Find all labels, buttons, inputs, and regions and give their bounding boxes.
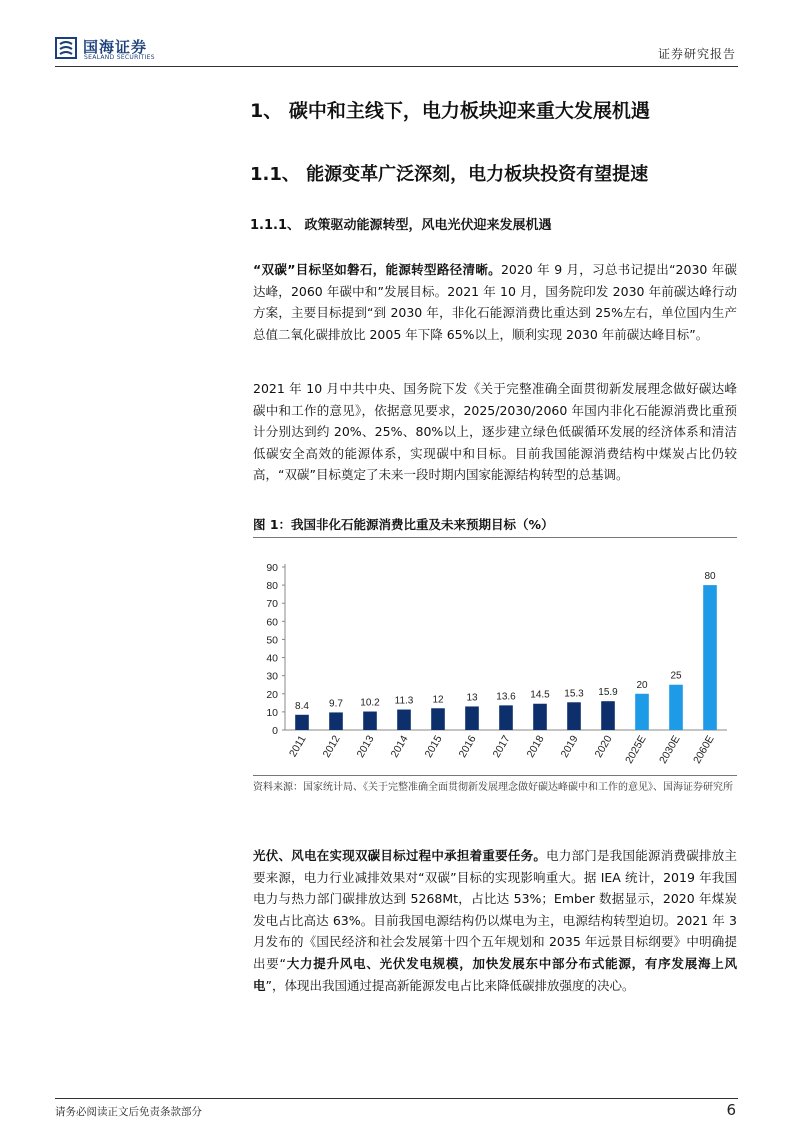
- x-tick-label-2014: 2014: [388, 733, 411, 760]
- data-label-2014: 11.3: [394, 695, 414, 707]
- section-heading-1-1: 1.1、 能源变革广泛深刻，电力板块投资有望提速: [250, 164, 649, 185]
- bar-2025E: [635, 694, 649, 730]
- x-tick-label-2030E: 2030E: [657, 733, 683, 766]
- paragraph-lead: 光伏、风电在实现双碳目标过程中承担着重要任务。: [253, 848, 547, 863]
- data-label-2020: 15.9: [598, 687, 618, 699]
- data-label-2025E: 20: [636, 679, 648, 691]
- header-divider: [55, 66, 738, 67]
- paragraph-lead: “双碳”目标坚如磐石，能源转型路径清晰。: [253, 262, 501, 277]
- logo-english-name: SEALAND SECURITIES: [84, 54, 155, 61]
- figure-title: 图 1：我国非化石能源消费比重及未来预期目标（%）: [253, 517, 554, 532]
- paragraph-dual-carbon: [253, 259, 737, 345]
- y-tick-label: 10: [266, 706, 278, 719]
- x-tick-label-2013: 2013: [354, 733, 377, 760]
- footer-disclaimer: 请务必阅读正文后免责条款部分: [55, 1106, 202, 1118]
- paragraph-policy: 2021 年 10 月中共中央、国务院下发《关于完整准确全面贯彻新发展理念做好碳达峰碳中和工作的意见》，依据意见要求，2025/2030/2060 年国内非化石能源消费比重预计分别达到约 20%、25%、80%以上，逐步建立绿色低碳循环发展的经济体系和清洁低碳安全高效的能源体系，实现碳中和目标。目前我国能源消费结构中煤炭占比仍较高，“双碳”目标奠定了未来一段时期内国家能源结构转型的总基调。: [253, 381, 737, 483]
- bar-2012: [329, 712, 343, 730]
- data-label-2012: 9.7: [329, 698, 343, 710]
- y-tick-label: 40: [266, 652, 278, 665]
- x-tick-label-2017: 2017: [490, 733, 513, 760]
- section-heading-1-1-1: 1.1.1、 政策驱动能源转型，风电光伏迎来发展机遇: [250, 218, 552, 233]
- y-tick-label: 60: [266, 616, 278, 629]
- bar-2030E: [669, 685, 683, 730]
- bar-2060E: [703, 585, 717, 730]
- data-label-2017: 13.6: [496, 691, 516, 703]
- x-tick-label-2018: 2018: [524, 733, 547, 760]
- data-label-2015: 12: [432, 694, 444, 706]
- bar-2011: [295, 715, 309, 730]
- logo-name: 国海证券: [83, 38, 148, 56]
- bar-2013: [363, 712, 377, 730]
- paragraph-solar-wind: [253, 845, 737, 996]
- paragraph-emphasis: 大力提升风电、光伏发电规模，加快发展东中部分布式能源，有序发展海上风电: [253, 955, 737, 993]
- report-type: 证券研究报告: [657, 47, 736, 61]
- bar-2018: [533, 704, 547, 730]
- paragraph-body: 2020 年 9 月，习总书记提出“2030 年碳达峰，2060 年碳中和”发展目标。2021 年 10 月，国务院印发 2030 年前碳达峰行动方案，主要目标提到“到 2030 年，非化石能源消费比重达到 25%左右，单位国内生产总值二氧化碳排放比 2005 年下降 65%以上，顺利实现 2030 年前碳达峰目标”。: [253, 262, 737, 342]
- x-tick-label-2025E: 2025E: [623, 733, 649, 766]
- x-tick-label-2016: 2016: [456, 733, 479, 760]
- paragraph-body: 电力部门是我国能源消费碳排放主要来源，电力行业减排效果对“双碳”目标的实现影响重大。据 IEA 统计，2019 年我国电力与热力部门碳排放达到 5268Mt，占比达 53%；Ember 数据显示，2020 年煤炭发电占比高达 63%。目前我国电源结构仍以煤电为主，电源结构转型迫切。2021 年 3 月发布的《国民经济和社会发展第十四个五年规划和 2035 年远景目标纲要》中明确提出要“: [253, 848, 737, 971]
- data-label-2060E: 80: [704, 571, 716, 583]
- footer-divider: [55, 1098, 738, 1099]
- y-tick-label: 20: [266, 688, 278, 701]
- bar-2015: [431, 708, 445, 730]
- y-tick-label: 50: [266, 634, 278, 647]
- section-heading-1: 1、 碳中和主线下，电力板块迎来重大发展机遇: [250, 100, 650, 122]
- x-tick-label-2060E: 2060E: [691, 733, 717, 766]
- bar-chart: [253, 540, 737, 772]
- bar-2016: [465, 706, 479, 730]
- bar-2014: [397, 710, 411, 730]
- x-tick-label-2011: 2011: [286, 733, 309, 760]
- data-label-2030E: 25: [670, 670, 682, 682]
- data-label-2011: 8.4: [295, 700, 309, 712]
- x-tick-label-2012: 2012: [320, 733, 343, 760]
- bar-2017: [499, 705, 513, 730]
- data-label-2019: 15.3: [564, 688, 584, 700]
- data-label-2016: 13: [466, 692, 478, 704]
- figure-top-rule: [253, 537, 737, 538]
- bar-2020: [601, 701, 615, 730]
- y-tick-label: 90: [266, 562, 278, 574]
- y-tick-label: 30: [266, 670, 278, 683]
- y-tick-label: 70: [266, 598, 278, 611]
- x-tick-label-2015: 2015: [422, 733, 445, 760]
- y-tick-label: 0: [272, 725, 278, 737]
- sealand-logo-icon: [55, 36, 77, 60]
- paragraph-body-end: ”，体现出我国通过提高新能源发电占比来降低碳排放强度的决心。: [265, 977, 635, 993]
- figure-source: 资料来源：国家统计局、《关于完整准确全面贯彻新发展理念做好碳达峰碳中和工作的意见》、国海证券研究所: [253, 782, 733, 793]
- bar-2019: [567, 702, 581, 730]
- x-tick-label-2020: 2020: [592, 733, 615, 760]
- page-number: 6: [726, 1101, 736, 1119]
- data-label-2018: 14.5: [530, 689, 550, 701]
- figure-bottom-rule: [253, 775, 737, 776]
- y-tick-label: 80: [266, 580, 278, 593]
- data-label-2013: 10.2: [360, 697, 380, 709]
- x-tick-label-2019: 2019: [558, 733, 581, 760]
